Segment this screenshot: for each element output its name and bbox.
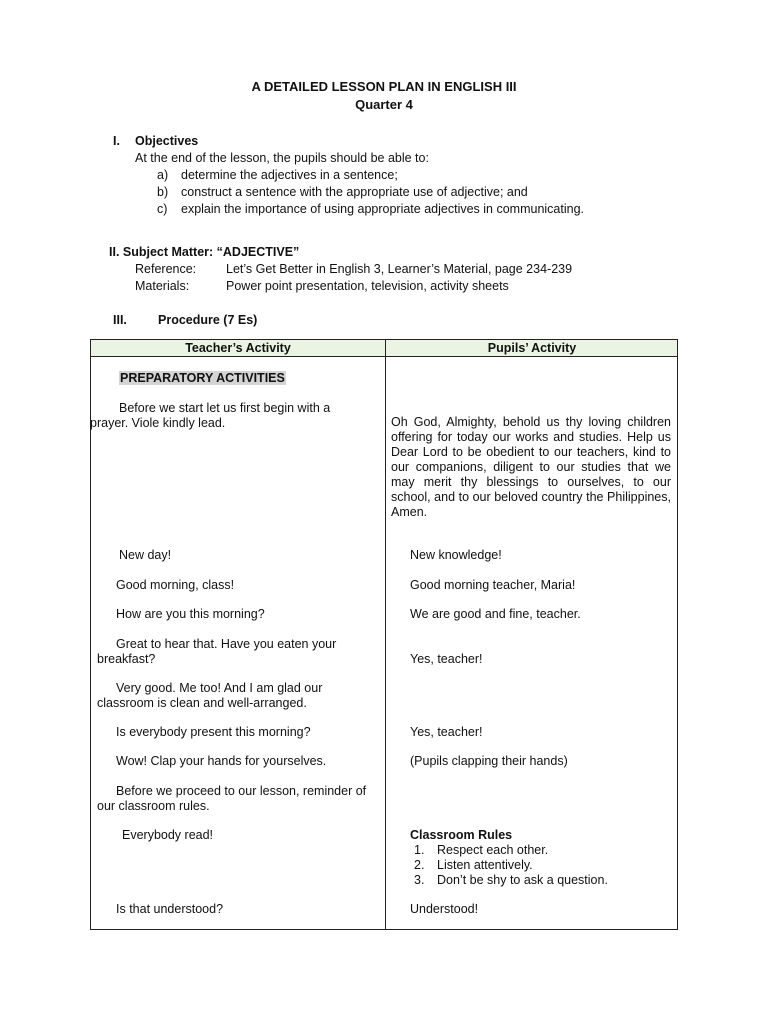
teacher-line: How are you this morning? bbox=[116, 607, 265, 621]
column-divider bbox=[385, 340, 386, 929]
classroom-rules-heading: Classroom Rules bbox=[410, 828, 513, 842]
table-header-row bbox=[91, 340, 677, 357]
reference-label: Reference: bbox=[135, 262, 197, 276]
materials-label: Materials: bbox=[135, 279, 190, 293]
rule-text: Don’t be shy to ask a question. bbox=[437, 873, 608, 887]
subject-matter-heading: II. Subject Matter: “ADJECTIVE” bbox=[109, 245, 300, 259]
objective-letter: a) bbox=[157, 168, 169, 182]
teacher-line: Very good. Me too! And I am glad our bbox=[116, 681, 323, 695]
pupil-line: New knowledge! bbox=[410, 548, 502, 562]
materials-value: Power point presentation, television, activity sheets bbox=[226, 279, 509, 293]
procedure-number: III. bbox=[113, 313, 127, 327]
teacher-line: Good morning, class! bbox=[116, 578, 235, 592]
document-title: A DETAILED LESSON PLAN IN ENGLISH III bbox=[251, 79, 517, 94]
objective-text: determine the adjectives in a sentence; bbox=[181, 168, 398, 182]
pupil-line: Good morning teacher, Maria! bbox=[410, 578, 576, 592]
preparatory-activities-label: PREPARATORY ACTIVITIES bbox=[120, 371, 285, 385]
rule-number: 1. bbox=[414, 843, 425, 857]
rule-number: 2. bbox=[414, 858, 425, 872]
objective-text: explain the importance of using appropriate adjectives in communicating. bbox=[181, 202, 585, 216]
objectives-number: I. bbox=[113, 134, 120, 148]
reference-value: Let’s Get Better in English 3, Learner’s Material, page 234-239 bbox=[226, 262, 573, 276]
rule-text: Listen attentively. bbox=[437, 858, 533, 872]
teacher-activity-header: Teacher’s Activity bbox=[185, 341, 291, 355]
objectives-intro: At the end of the lesson, the pupils should be able to: bbox=[135, 151, 429, 165]
document-subtitle: Quarter 4 bbox=[355, 97, 413, 112]
pupil-line: We are good and fine, teacher. bbox=[410, 607, 581, 621]
prayer-text: Oh God, Almighty, behold us thy loving children offering for today our works and studies. Help us Dear Lord to be obedient to our teachers, kind to our companions, diligent to our studies that we may merit thy blessings to ourselves, to our school, and to our beloved country the Philippines, Amen. bbox=[391, 415, 671, 519]
rule-number: 3. bbox=[414, 873, 425, 887]
teacher-line: prayer. Viole kindly lead. bbox=[90, 416, 226, 430]
objectives-heading: Objectives bbox=[135, 134, 199, 148]
pupil-line: Yes, teacher! bbox=[410, 652, 483, 666]
teacher-line: Is everybody present this morning? bbox=[116, 725, 311, 739]
teacher-line: our classroom rules. bbox=[97, 799, 210, 813]
objective-letter: b) bbox=[157, 185, 169, 199]
teacher-line: Everybody read! bbox=[122, 828, 214, 842]
pupil-line: Yes, teacher! bbox=[410, 725, 483, 739]
teacher-line: Before we start let us first begin with a bbox=[119, 401, 331, 415]
teacher-line: Great to hear that. Have you eaten your bbox=[116, 637, 337, 651]
pupil-line: Understood! bbox=[410, 902, 479, 916]
objective-text: construct a sentence with the appropriate use of adjective; and bbox=[181, 185, 528, 199]
procedure-heading: Procedure (7 Es) bbox=[158, 313, 258, 327]
teacher-line: breakfast? bbox=[97, 652, 156, 666]
teacher-line: Wow! Clap your hands for yourselves. bbox=[116, 754, 327, 768]
teacher-line: New day! bbox=[119, 548, 172, 562]
teacher-line: Is that understood? bbox=[116, 902, 224, 916]
pupils-activity-header: Pupils’ Activity bbox=[487, 341, 577, 355]
rule-text: Respect each other. bbox=[437, 843, 549, 857]
activity-table bbox=[90, 339, 678, 930]
pupil-line: (Pupils clapping their hands) bbox=[410, 754, 568, 768]
teacher-line: classroom is clean and well-arranged. bbox=[97, 696, 307, 710]
teacher-line: Before we proceed to our lesson, reminder of bbox=[116, 784, 367, 798]
objective-letter: c) bbox=[157, 202, 168, 216]
